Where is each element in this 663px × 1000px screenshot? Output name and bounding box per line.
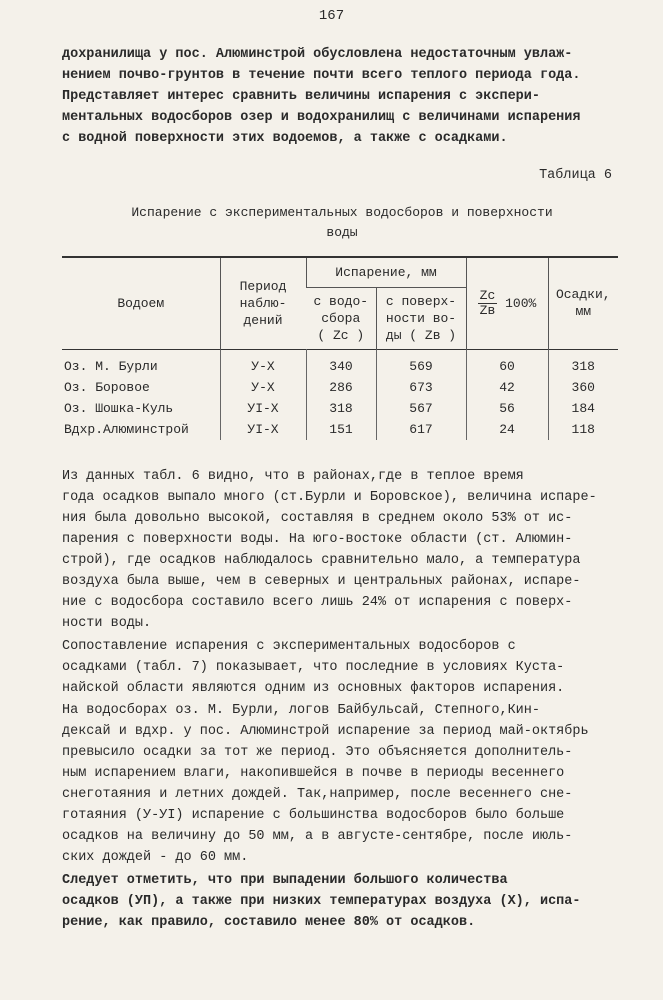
header-catchment-line: с водо- [313, 293, 369, 309]
header-evaporation: Испарение, мм [306, 257, 466, 287]
text-line: ным испарением влаги, накопившейся в почве в периоды весеннего [62, 766, 565, 781]
table-title-line: Испарение с экспериментальных водосборов и поверхности [131, 205, 553, 220]
ratio-suffix: 100% [505, 295, 537, 311]
text-line: снеготаяния и летних дождей. Так,например, после весеннего сне- [62, 787, 573, 802]
header-precip-line: Осадки, [555, 287, 611, 303]
text-line: ние с водосбора составило всего лишь 24% от испарения с поверх- [62, 595, 573, 610]
text-line: ности воды. [62, 616, 152, 631]
evaporation-table [62, 256, 618, 440]
cell-ratio: 42 [466, 377, 548, 398]
cell-reservoir: Оз. М. Бурли [64, 358, 158, 374]
cell-zc: 151 [306, 419, 376, 440]
header-surface-line: с поверх- [385, 293, 457, 309]
cell-zc: 318 [306, 398, 376, 419]
text-line: парения с поверхности воды. На юго-востоке области (ст. Алюмин- [62, 532, 573, 547]
cell-period: УI-Х [220, 419, 306, 440]
text-line: осадками (табл. 7) показывает, что последние в условиях Куста- [62, 660, 565, 675]
text-line: Следует отметить, что при выпадении большого количества [62, 873, 508, 888]
text-line: воздуха была выше, чем в северных и центральных районах, испаре- [62, 574, 581, 589]
cell-zv: 673 [376, 377, 466, 398]
text-line: дохранилища у пос. Алюминстрой обусловлена недостаточным увлаж- [62, 47, 573, 62]
paragraph-1 [62, 466, 622, 634]
cell-zc: 340 [306, 349, 376, 377]
text-line: рение, как правило, составило менее 80% от осадков. [62, 915, 476, 930]
page-number: 167 [318, 8, 345, 24]
header-period [220, 257, 306, 349]
text-line: года осадков выпало много (ст.Бурли и Боровское), величина испаре- [62, 490, 597, 505]
text-line: с водной поверхности этих водоемов, а также с осадками. [62, 131, 508, 146]
text-line: нением почво-грунтов в течение почти всего теплого периода года. [62, 68, 581, 83]
header-period-line: наблю- [239, 295, 287, 311]
cell-zv: 569 [376, 349, 466, 377]
paragraph-4 [62, 870, 622, 933]
ratio-numerator: Zc [479, 287, 496, 303]
cell-zc: 286 [306, 377, 376, 398]
text-line: осадков на величину до 50 мм, а в августе-сентябре, после июль- [62, 829, 573, 844]
ratio-fraction [478, 289, 498, 318]
cell-reservoir: Вдхр.Алюминстрой [64, 421, 189, 437]
cell-period: УI-Х [220, 398, 306, 419]
text-line: готаяния (У-УI) испарение с большинства водосборов было больше [62, 808, 565, 823]
cell-precip: 184 [548, 398, 618, 419]
cell-period: У-Х [220, 377, 306, 398]
header-catchment-line: сбора [321, 310, 361, 326]
cell-reservoir: Оз. Боровое [64, 379, 150, 395]
table-title-line: воды [326, 225, 358, 240]
table-label: Таблица 6 [539, 168, 612, 183]
table-row [62, 419, 618, 440]
header-from-catchment [306, 287, 376, 349]
cell-precip: 118 [548, 419, 618, 440]
header-from-surface [376, 287, 466, 349]
table-row [62, 349, 618, 377]
cell-precip: 360 [548, 377, 618, 398]
cell-ratio: 60 [466, 349, 548, 377]
text-line: превысило осадки за тот же период. Это объясняется дополнитель- [62, 745, 573, 760]
intro-paragraph [62, 44, 622, 149]
header-ratio [466, 257, 548, 349]
text-line: ментальных водосборов озер и водохранилищ с величинами испарения [62, 110, 581, 125]
text-line: Сопоставление испарения с экспериментальных водосборов с [62, 639, 516, 654]
text-line: Представляет интерес сравнить величины испарения с экспери- [62, 89, 540, 104]
cell-period: У-Х [220, 349, 306, 377]
header-catchment-line: ( Zc ) [317, 327, 365, 343]
table-row [62, 398, 618, 419]
paragraph-3 [62, 700, 622, 868]
text-line: найской области являются одним из основных факторов испарения. [62, 681, 565, 696]
table-title [62, 203, 622, 243]
header-period-line: дений [243, 312, 283, 328]
ratio-denominator: Zв [479, 302, 496, 318]
cell-zv: 567 [376, 398, 466, 419]
cell-reservoir: Оз. Шошка-Куль [64, 400, 174, 416]
text-line: осадков (УП), а также при низких температурах воздуха (Х), испа- [62, 894, 581, 909]
header-surface-line: ности во- [385, 310, 457, 326]
header-reservoir: Водоем [117, 295, 165, 311]
cell-precip: 318 [548, 349, 618, 377]
paragraph-2 [62, 636, 622, 699]
text-line: дексай и вдхр. у пос. Алюминстрой испарение за период май-октябрь [62, 724, 589, 739]
text-line: Из данных табл. 6 видно, что в районах,где в теплое время [62, 469, 524, 484]
cell-ratio: 24 [466, 419, 548, 440]
table-row [62, 377, 618, 398]
header-surface-line: ды ( Zв ) [385, 327, 457, 343]
text-line: На водосборах оз. М. Бурли, логов Байбульсай, Степного,Кин- [62, 703, 540, 718]
header-period-line: Период [239, 278, 287, 294]
text-line: строй), где осадков наблюдалось сравнительно мало, а температура [62, 553, 581, 568]
header-precip-line: мм [575, 304, 592, 320]
cell-zv: 617 [376, 419, 466, 440]
text-line: ских дождей - до 60 мм. [62, 850, 249, 865]
text-line: ния была довольно высокой, составляя в среднем около 53% от ис- [62, 511, 573, 526]
header-precipitation [548, 257, 618, 349]
cell-ratio: 56 [466, 398, 548, 419]
